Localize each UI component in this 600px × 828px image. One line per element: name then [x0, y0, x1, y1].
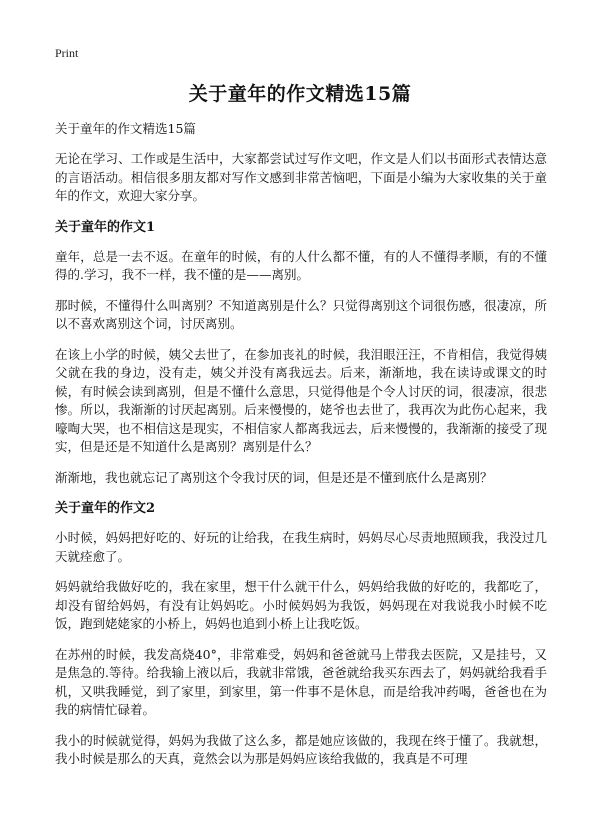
section-heading-2: 关于童年的作文2 — [55, 501, 156, 516]
print-label: Print — [55, 46, 79, 60]
section-1-paragraph: 在该上小学的时候，姨父去世了，在参加丧礼的时候，我泪眼汪汪，不肯相信，我觉得姨父就在我的身边，没有走，姨父并没有离我远去。后来，渐渐地，我在读诗或课文的时候，有时候会读到离别，但是不懂什么意思，只觉得他是个令人讨厌的词，很凄凉，很悲惨。所以，我渐渐的讨厌起离别。后来慢慢的，姥爷也去世了，我再次为此伤心起来，我嚎啕大哭，也不相信这是现实，不相信家人都离我远去，后来慢慢的，我渐渐的接受了现实，但是还是不知道什么是离别？离别是什么？ — [55, 346, 547, 454]
section-2-paragraph: 在苏州的时候，我发高烧40°，非常难受，妈妈和爸爸就马上带我去医院，又是挂号，又是焦急的.等待。给我输上液以后，我就非常饿，爸爸就给我买东西去了，妈妈就给我看手机，又哄我睡觉，到了家里，到家里，第一件事不是休息，而是给我冲药喝，爸爸也在为我的病情忙碌着。 — [55, 646, 547, 717]
page-title: 关于童年的作文精选15篇 — [188, 83, 412, 105]
section-2-paragraph: 小时候，妈妈把好吃的、好玩的让给我，在我生病时，妈妈尽心尽责地照顾我，我没过几天就痊愈了。 — [55, 530, 547, 564]
document-body — [55, 120, 547, 781]
section-2-paragraph: 我小的时候就觉得，妈妈为我做了这么多，都是她应该做的，我现在终于懂了。我就想，我小时候是那么的天真，竟然会以为那是妈妈应该给我做的，我真是不可理 — [55, 732, 547, 766]
section-heading-1: 关于童年的作文1 — [55, 219, 156, 235]
intro-paragraph: 无论在学习、工作或是生活中，大家都尝试过写作文吧，作文是人们以书面形式表情达意的言语活动。相信很多朋友都对写作文感到非常苦恼吧，下面是小编为大家收集的关于童年的作文，欢迎大家分享。 — [55, 151, 547, 203]
document-subtitle: 关于童年的作文精选15篇 — [55, 121, 196, 136]
section-1-paragraph: 那时候，不懂得什么叫离别？不知道离别是什么？只觉得离别这个词很伤感，很凄凉，所以不喜欢离别这个词，讨厌离别。 — [55, 297, 547, 331]
section-1-paragraph: 童年，总是一去不返。在童年的时候，有的人什么都不懂，有的人不懂得孝顺，有的不懂得的.学习，我不一样，我不懂的是——离别。 — [55, 248, 547, 282]
section-2-paragraph: 妈妈就给我做好吃的，我在家里，想干什么就干什么，妈妈给我做的好吃的，我都吃了，却没有留给妈妈，有没有让妈妈吃。小时候妈妈为我饭，妈妈现在对我说我小时候不吃饭，跑到姥姥家的小桥上，妈妈也追到小桥上让我吃饭。 — [55, 579, 547, 631]
section-1-paragraph: 渐渐地，我也就忘记了离别这个令我讨厌的词，但是还是不懂到底什么是离别？ — [55, 469, 493, 485]
